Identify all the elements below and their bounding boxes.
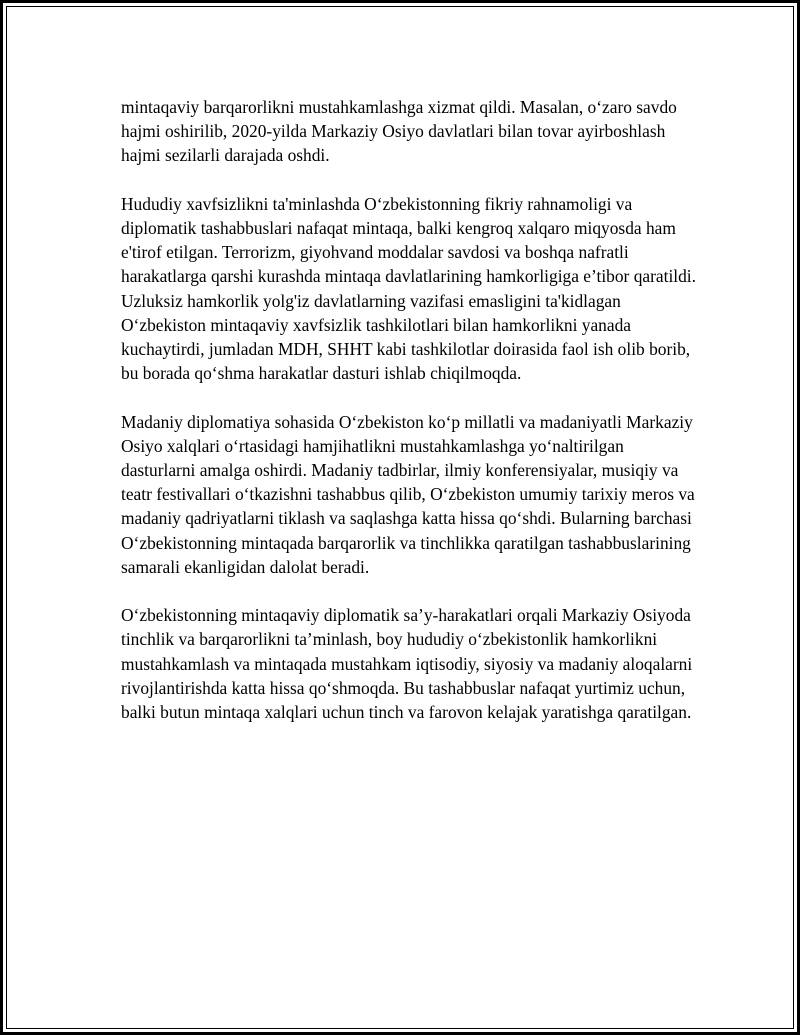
paragraph-2: Hududiy xavfsizlikni ta'minlashda O‘zbekistonning fikriy rahnamoligi va diplomatik tashabbuslari nafaqat mintaqa, balki kengroq xalqaro miqyosda ham e'tirof etilgan. Terrorizm, giyohvand moddalar savdosi va boshqa nafratli harakatlarga qarshi kurashda mintaqa davlatlarining hamkorligiga e’tibor qaratildi. Uzluksiz hamkorlik yolg'iz davlatlarning vazifasi emasligini ta'kidlagan O‘zbekiston mintaqaviy xavfsizlik tashkilotlari bilan hamkorlikni yanada kuchaytirdi, jumladan MDH, SHHT kabi tashkilotlar doirasida faol ish olib borib, bu borada qo‘shma harakatlar dasturi ishlab chiqilmoqda.	[121, 193, 696, 384]
paragraph-1: mintaqaviy barqarorlikni mustahkamlashga xizmat qildi. Masalan, o‘zaro savdo hajmi oshirilib, 2020-yilda Markaziy Osiyo davlatlari bilan tovar ayirboshlash hajmi sezilarli darajada oshdi.	[121, 97, 677, 166]
paragraph-4: O‘zbekistonning mintaqaviy diplomatik sa’y-harakatlari orqali Markaziy Osiyoda tinchlik va barqarorlikni ta’minlash, boy hududiy o‘zbekistonlik hamkorlikni mustahkamlash va mintaqada mustahkam iqtisodiy, siyosiy va madaniy aloqalarni rivojlantirishda katta hissa qo‘shmoqda. Bu tashabbuslar nafaqat yurtimiz uchun, balki butun mintaqa xalqlari uchun tinch va farovon kelajak yaratishga qaratilgan.	[121, 605, 693, 723]
paragraph-3: Madaniy diplomatiya sohasida O‘zbekiston ko‘p millatli va madaniyatli Markaziy Osiyo xalqlari o‘rtasidagi hamjihatlikni mustahkamlashga yo‘naltirilgan dasturlarni amalga oshirdi. Madaniy tadbirlar, ilmiy konferensiyalar, musiqiy va teatr festivallari o‘tkazishni tashabbus qilib, O‘zbekiston umumiy tarixiy meros va madaniy qadriyatlarni tiklash va saqlashga katta hissa qo‘shdi. Bularning barchasi O‘zbekistonning mintaqada barqarorlik va tinchlikka qaratilgan tashabbuslarining samarali ekanligidan dalolat beradi.	[121, 411, 695, 577]
document-body	[121, 95, 701, 748]
